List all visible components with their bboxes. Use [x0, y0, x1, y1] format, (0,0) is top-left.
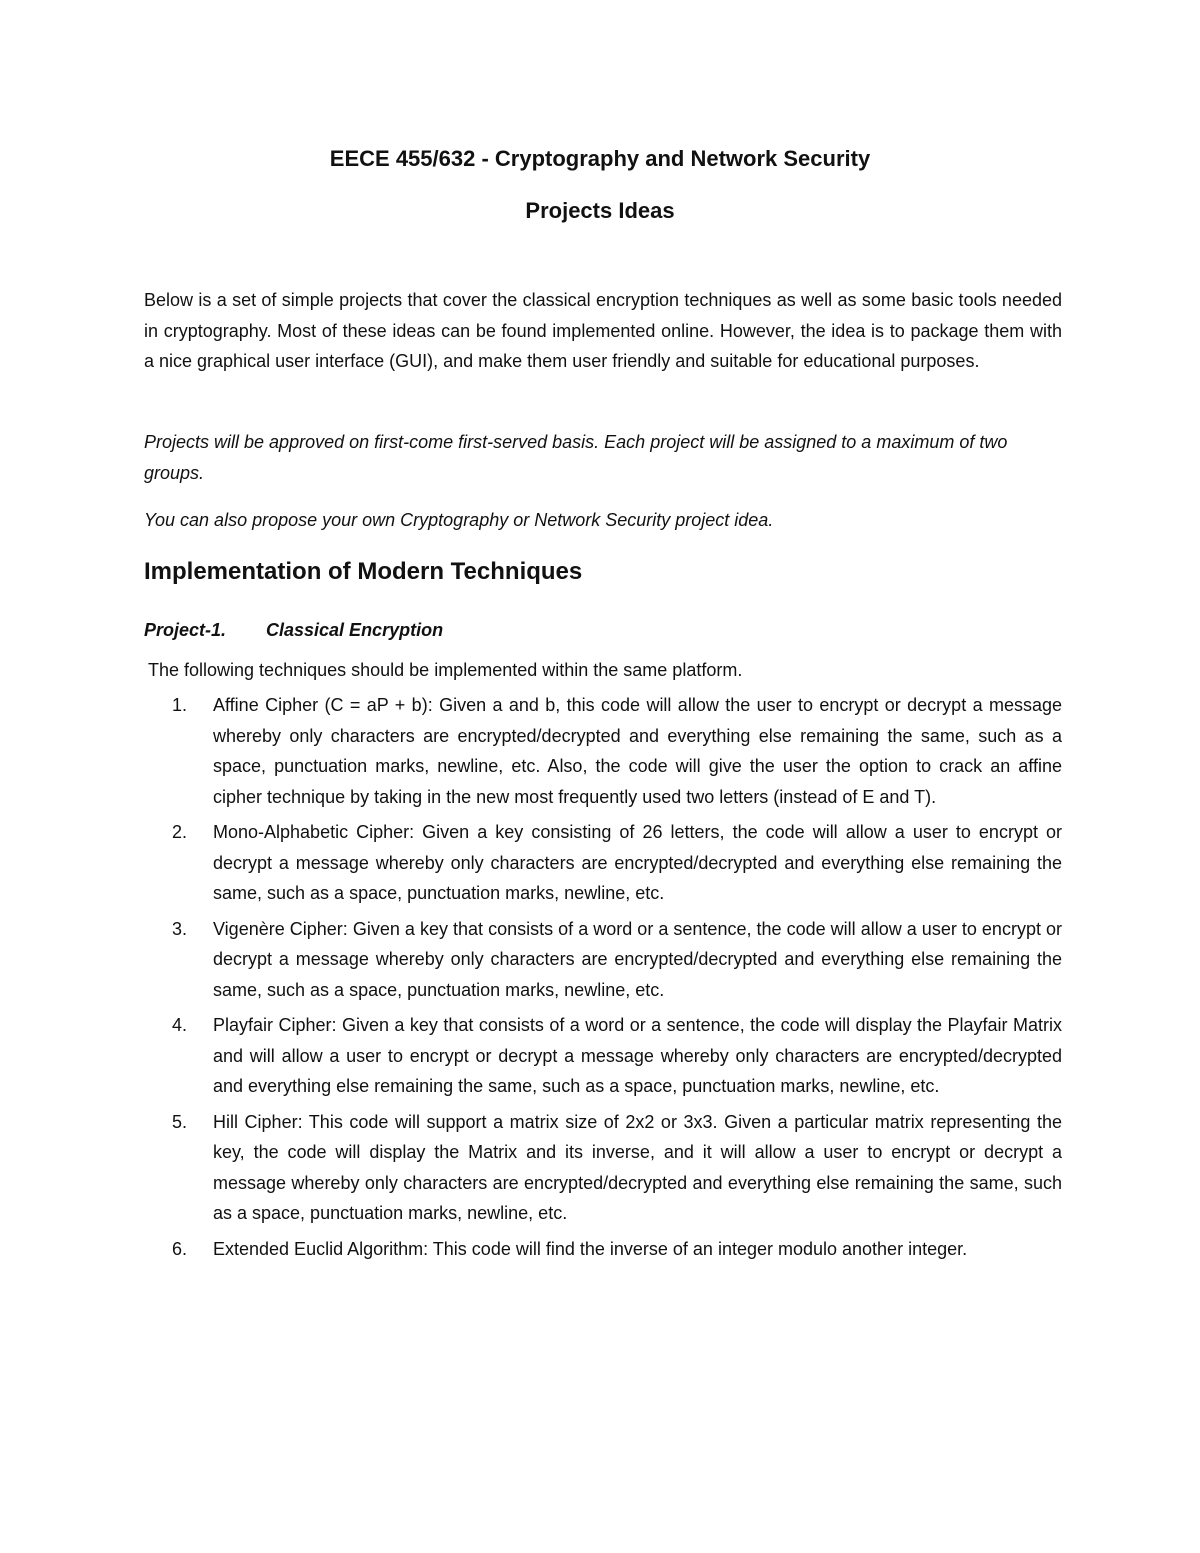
list-item-text: Playfair Cipher: Given a key that consists of a word or a sentence, the code will display the Playfair Matrix and will allow a user to encrypt or decrypt a message whereby only characters are encrypted/decrypted and everything else remaining the same, such as a space, punctuation marks, newline, etc. [213, 1015, 1062, 1096]
list-item [148, 817, 1062, 909]
list-item [148, 1010, 1062, 1102]
project-lead: The following techniques should be implemented within the same platform. [148, 660, 743, 680]
list-item-text: Hill Cipher: This code will support a matrix size of 2x2 or 3x3. Given a particular matrix representing the key, the code will display the Matrix and its inverse, and it will allow a user to encrypt or decrypt a message whereby only characters are encrypted/decrypted and everything else remaining the same, such as a space, punctuation marks, newline, etc. [213, 1111, 1062, 1223]
section-heading: Implementation of Modern Techniques [144, 558, 583, 585]
list-item-text: Affine Cipher (C = aP + b): Given a and b, this code will allow the user to encrypt or decrypt a message whereby only characters are encrypted/decrypted and everything else remaining the same, such as a space, punctuation marks, newline, etc. Also, the code will give the user the option to crack an affine cipher technique by taking in the new most frequently used two letters (instead of E and T). [213, 695, 1062, 807]
technique-list [148, 690, 1062, 1269]
list-item-number: 5. [172, 1111, 188, 1132]
list-item-number: 6. [172, 1238, 188, 1259]
list-item-text: Mono-Alphabetic Cipher: Given a key consisting of 26 letters, the code will allow a user to encrypt or decrypt a message whereby only characters are encrypted/decrypted and everything else remaining the same, such as a space, punctuation marks, newline, etc. [213, 822, 1062, 903]
intro-paragraph: Below is a set of simple projects that cover the classical encryption techniques as well as some basic tools needed in cryptography. Most of these ideas can be found implemented online. However, the idea is to package them with a nice graphical user interface (GUI), and make them user friendly and suitable for educational purposes. [144, 290, 1062, 371]
document-title: EECE 455/632 - Cryptography and Network Security [329, 146, 871, 171]
list-item-number: 2. [172, 822, 188, 842]
list-item-text: Vigenère Cipher: Given a key that consists of a word or a sentence, the code will allow a user to encrypt or decrypt a message whereby only characters are encrypted/decrypted and everything else remaining the same, such as a space, punctuation marks, newline, etc. [213, 918, 1062, 1000]
list-item-number: 1. [172, 695, 188, 715]
list-item-number: 3. [172, 918, 188, 939]
approval-note: Projects will be approved on first-come first-served basis. Each project will be assigned to a maximum of two groups. [144, 432, 1008, 483]
list-item-number: 4. [172, 1015, 188, 1035]
document-subtitle: Projects Ideas [525, 198, 675, 223]
list-item [148, 1234, 1062, 1265]
list-item [148, 690, 1062, 812]
list-item [148, 914, 1062, 1006]
project-name: Classical Encryption [266, 620, 444, 640]
list-item-text: Extended Euclid Algorithm: This code will find the inverse of an integer modulo another integer. [213, 1238, 968, 1259]
project-heading [144, 620, 443, 641]
list-item [148, 1107, 1062, 1229]
project-number: Project-1. [144, 620, 227, 640]
propose-note: You can also propose your own Cryptography or Network Security project idea. [144, 510, 774, 530]
